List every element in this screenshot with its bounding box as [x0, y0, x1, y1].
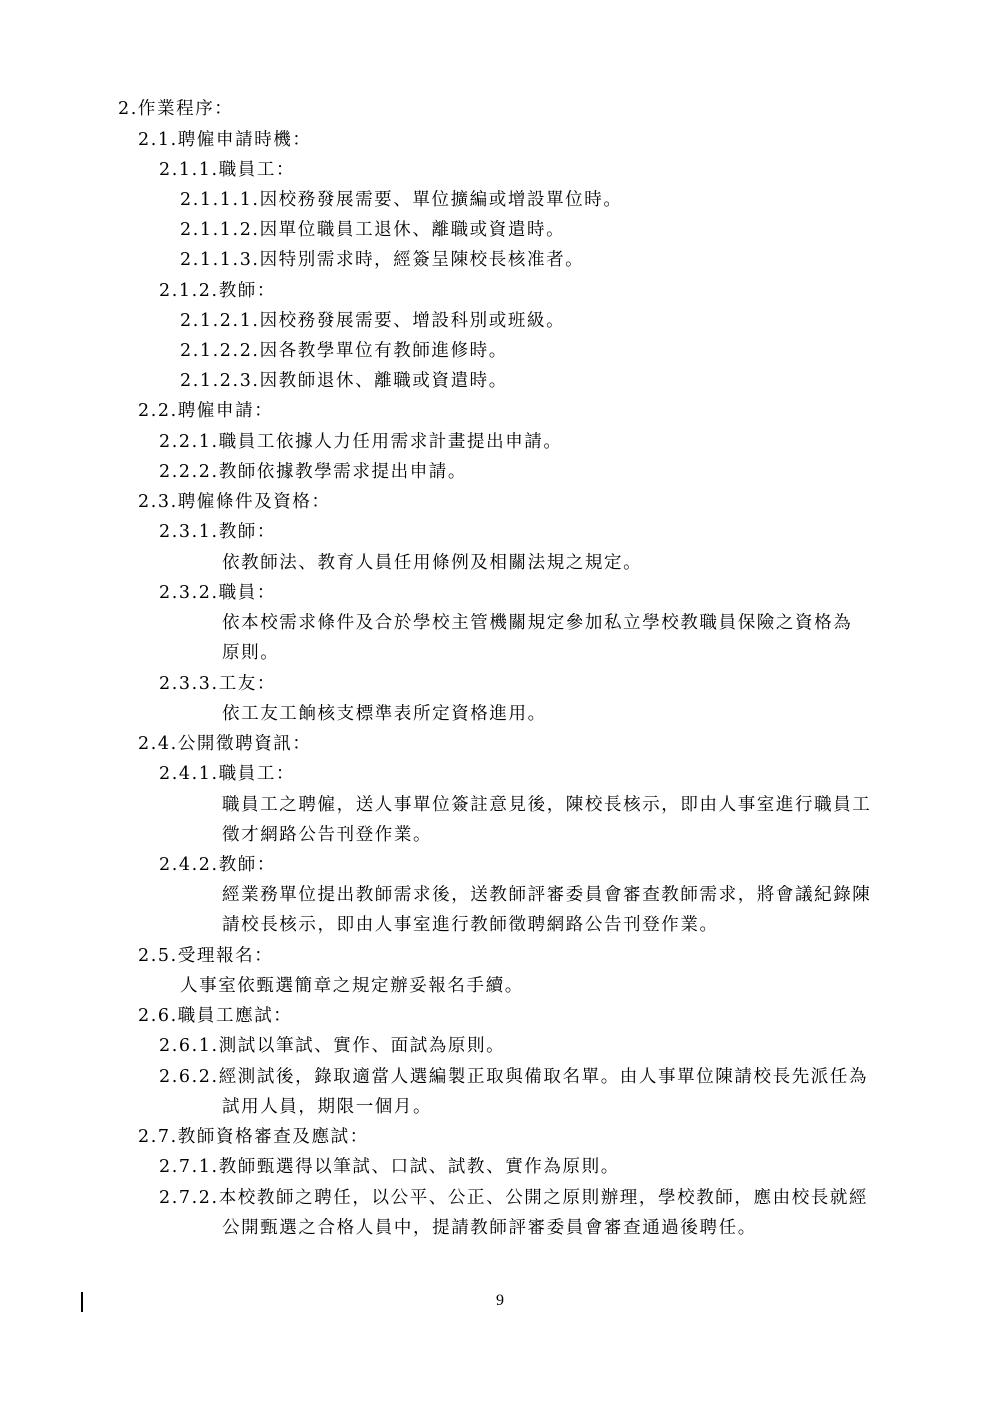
- paragraph-line: 原則。: [222, 643, 280, 663]
- list-item: 2.6.1.測試以筆試、實作、面試為原則。: [159, 1036, 506, 1056]
- page-number: 9: [496, 1292, 504, 1309]
- paragraph-line: 請校長核示，即由人事室進行教師徵聘網路公告刊登作業。: [222, 915, 719, 935]
- list-item: 2.1.1.3.因特別需求時，經簽呈陳校長核准者。: [180, 250, 585, 270]
- paragraph-line: 經業務單位提出教師需求後，送教師評審委員會審查教師需求，將會議紀錄陳: [222, 885, 872, 905]
- paragraph-line: 職員工之聘僱，送人事單位簽註意見後，陳校長核示，即由人事室進行職員工: [222, 795, 872, 815]
- subsection-heading: 2.3.1.教師：: [159, 522, 276, 542]
- list-item: 2.1.2.2.因各教學單位有教師進修時。: [180, 341, 508, 361]
- subsection-heading: 2.4.2.教師：: [159, 855, 276, 875]
- subsection-heading: 2.1.聘僱申請時機：: [138, 130, 312, 150]
- subsection-heading: 2.3.聘僱條件及資格：: [138, 492, 331, 512]
- list-item: 2.2.1.職員工依據人力任用需求計畫提出申請。: [159, 432, 563, 452]
- paragraph-line: 人事室依甄選簡章之規定辦妥報名手續。: [180, 976, 524, 996]
- list-item: 2.1.1.2.因單位職員工退休、離職或資遣時。: [180, 220, 566, 240]
- list-item: 2.1.1.1.因校務發展需要、單位擴編或增設單位時。: [180, 190, 623, 210]
- section-heading: 2.作業程序：: [118, 99, 234, 119]
- paragraph-line: 試用人員，期限一個月。: [222, 1097, 433, 1117]
- list-item: 2.1.2.1.因校務發展需要、增設科別或班級。: [180, 311, 566, 331]
- paragraph-line: 依教師法、教育人員任用條例及相關法規之規定。: [222, 553, 643, 573]
- paragraph-line: 公開甄選之合格人員中，提請教師評審委員會審查通過後聘任。: [222, 1218, 757, 1238]
- paragraph-line: 徵才網路公告刊登作業。: [222, 825, 433, 845]
- subsection-heading: 2.6.職員工應試：: [138, 1006, 293, 1026]
- subsection-heading: 2.1.1.職員工：: [159, 160, 296, 180]
- subsection-heading: 2.5.受理報名：: [138, 946, 274, 966]
- list-item: 2.1.2.3.因教師退休、離職或資遣時。: [180, 371, 508, 391]
- subsection-heading: 2.1.2.教師：: [159, 281, 276, 301]
- subsection-heading: 2.7.教師資格審查及應試：: [138, 1127, 369, 1147]
- list-item: 2.7.2.本校教師之聘任，以公平、公正、公開之原則辦理，學校教師，應由校長就經: [159, 1188, 869, 1208]
- list-item: 2.2.2.教師依據教學需求提出申請。: [159, 462, 467, 482]
- paragraph-line: 依工友工餉核支標準表所定資格進用。: [222, 704, 547, 724]
- subsection-heading: 2.4.1.職員工：: [159, 764, 296, 784]
- list-item: 2.6.2.經測試後，錄取適當人選編製正取與備取名單。由人事單位陳請校長先派任為: [159, 1067, 869, 1087]
- subsection-heading: 2.4.公開徵聘資訊：: [138, 734, 312, 754]
- subsection-heading: 2.3.3.工友：: [159, 674, 276, 694]
- subsection-heading: 2.2.聘僱申請：: [138, 401, 274, 421]
- paragraph-line: 依本校需求條件及合於學校主管機關規定參加私立學校教職員保險之資格為: [222, 613, 853, 633]
- subsection-heading: 2.3.2.職員：: [159, 583, 276, 603]
- list-item: 2.7.1.教師甄選得以筆試、口試、試教、實作為原則。: [159, 1157, 620, 1177]
